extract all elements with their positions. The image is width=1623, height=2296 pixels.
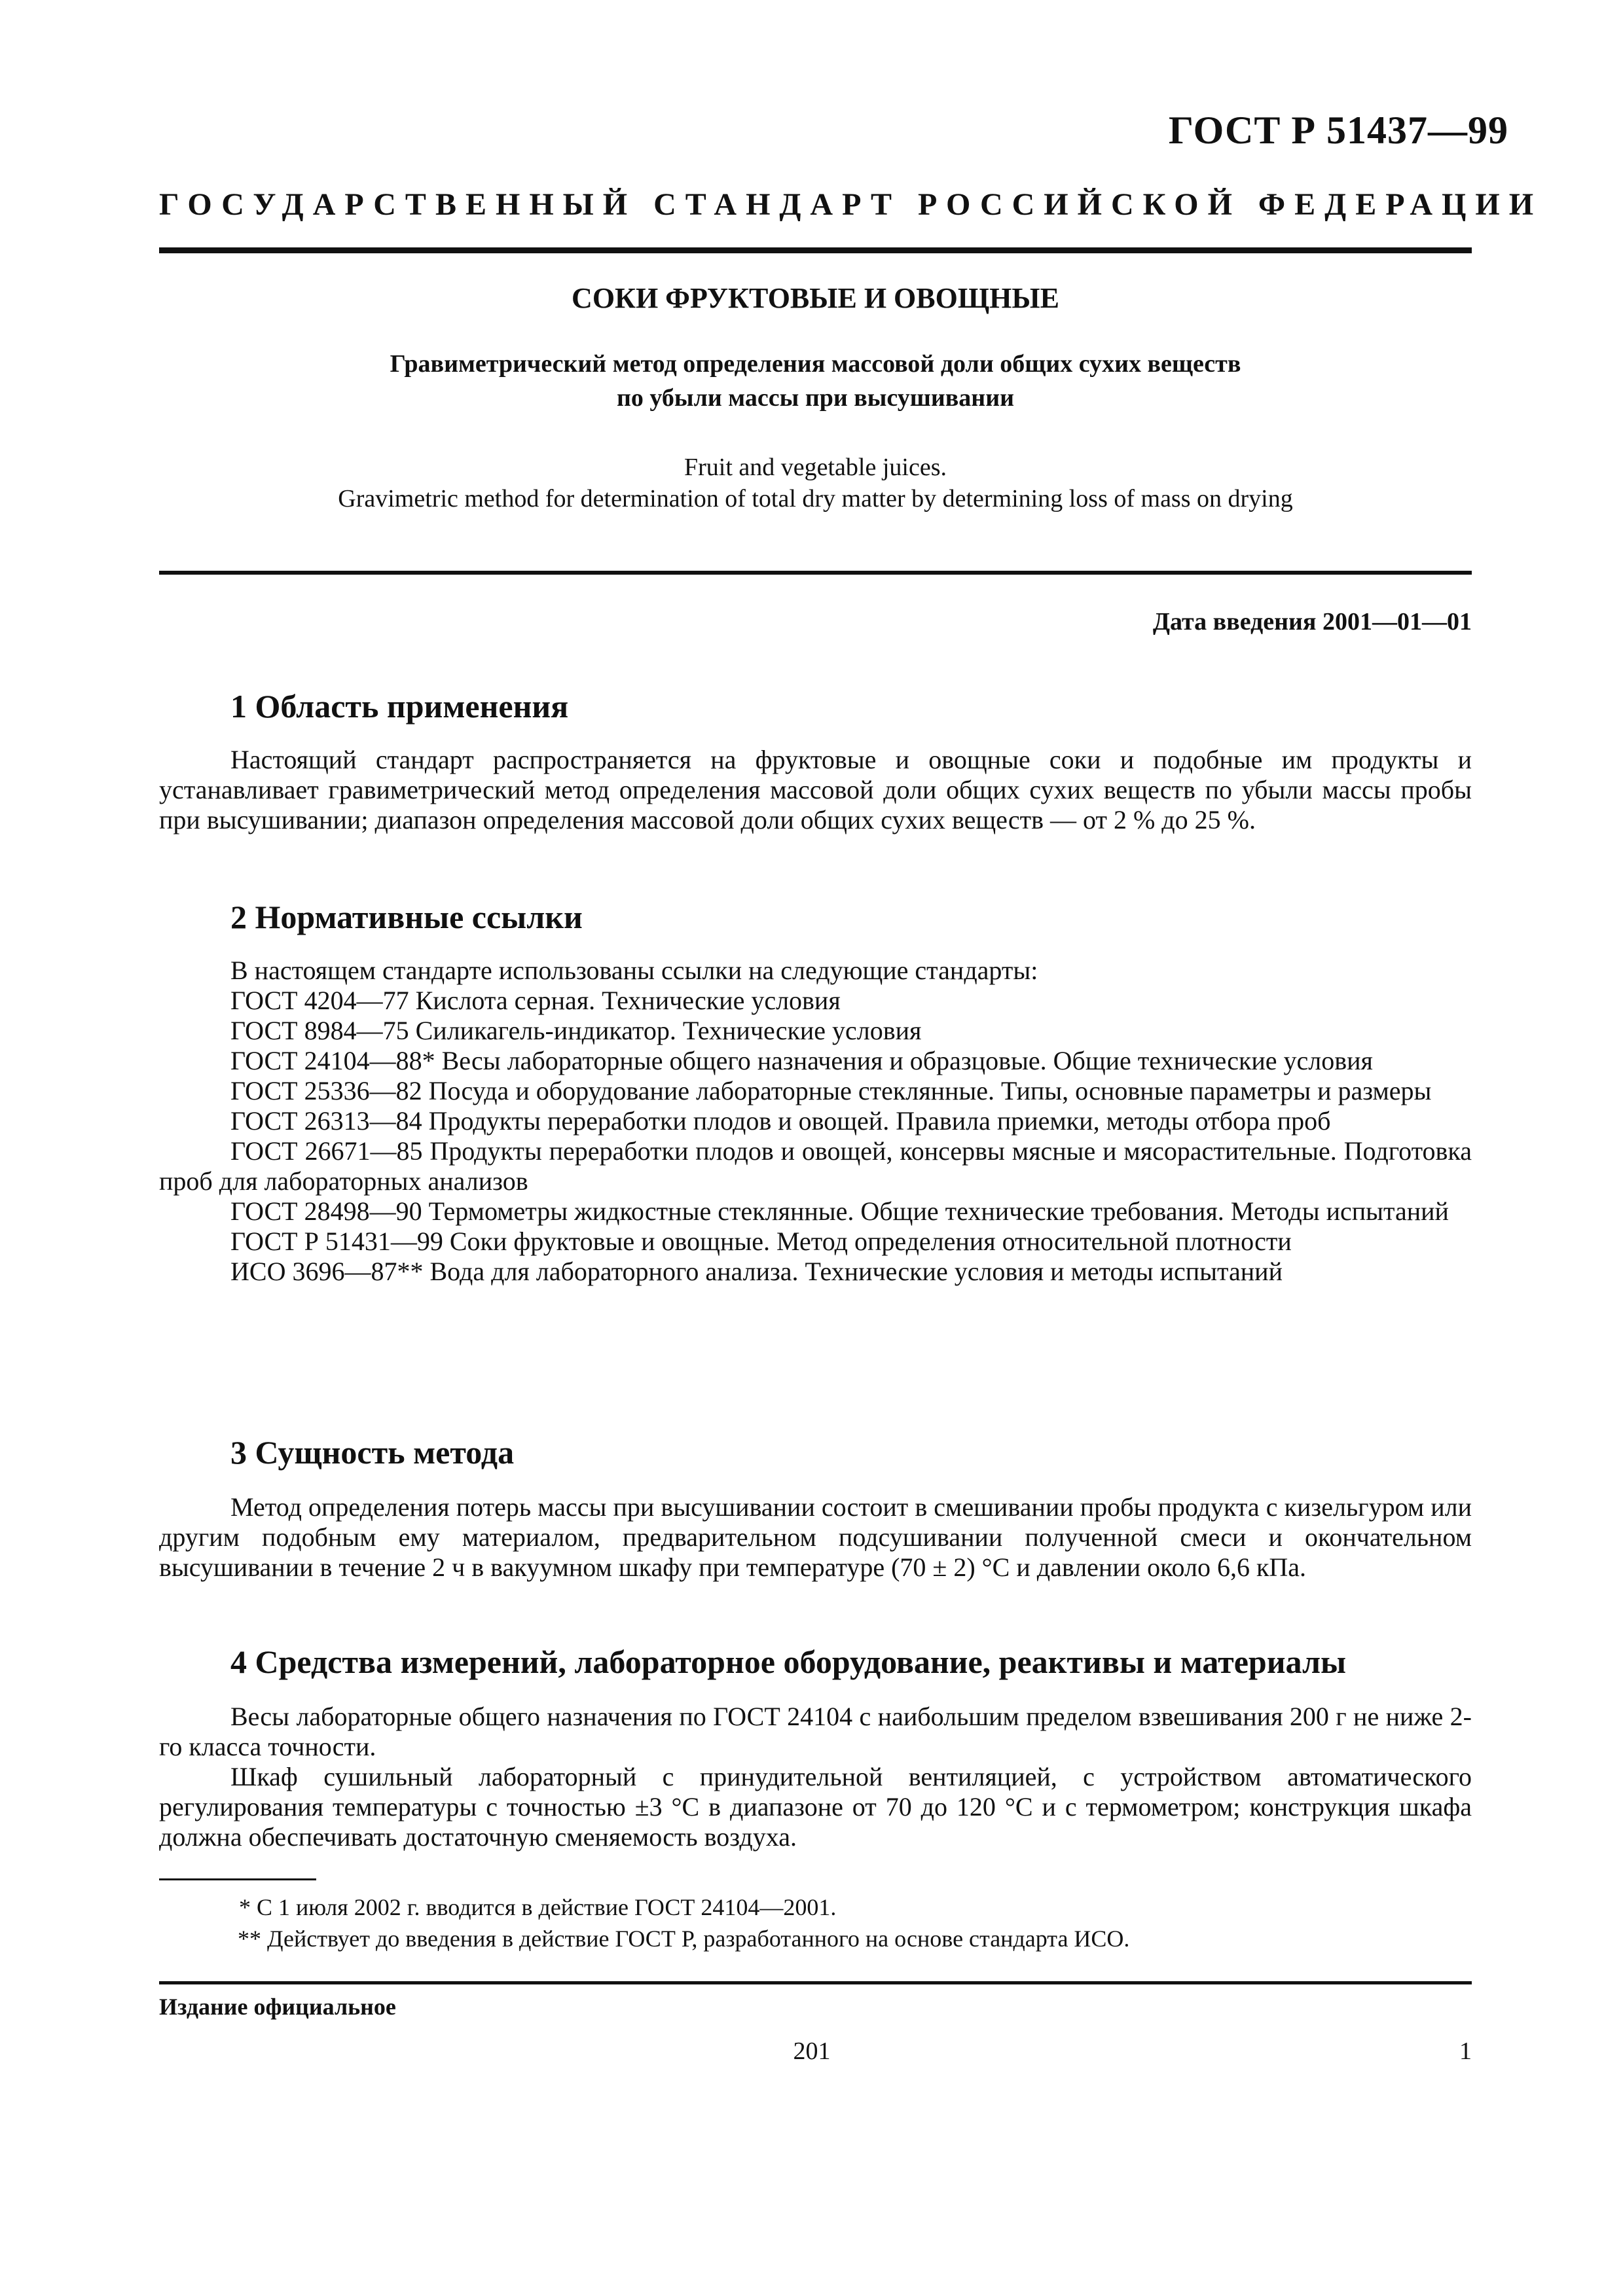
reference-item: ИСО 3696—87** Вода для лабораторного анализа. Технические условия и методы испытаний bbox=[230, 1257, 1283, 1286]
normative-references-list bbox=[159, 986, 1472, 1287]
reference-item: ГОСТ 26671—85 Продукты переработки плодов и овощей, консервы мясные и мясорастительные. Подготовка проб для лабораторных анализов bbox=[159, 1136, 1472, 1196]
section-1-text: Настоящий стандарт распространяется на фруктовые и овощные соки и подобные им продукты и устанавливает гравиметрический метод определения массовой доли общих сухих веществ по убыли массы пробы при высушивании; диапазон определения массовой доли общих сухих веществ — от 2 % до 25 %. bbox=[159, 745, 1472, 834]
reference-item: ГОСТ 8984—75 Силикагель-индикатор. Технические условия bbox=[230, 1016, 922, 1045]
section-3-text: Метод определения потерь массы при высушивании состоит в смешивании пробы продукта с кизельгуром или другим подобным ему материалом, предварительном подсушивании полученной смеси и окончательном высушивании в течение 2 ч в вакуумном шкафу при температуре (70 ± 2) °С и давлении около 6,6 кПа. bbox=[159, 1492, 1472, 1582]
reference-item: ГОСТ 4204—77 Кислота серная. Технические условия bbox=[230, 986, 841, 1015]
state-standard-banner: ГОСУДАРСТВЕННЫЙ СТАНДАРТ РОССИЙСКОЙ ФЕДЕРАЦИИ bbox=[159, 187, 1543, 222]
section-4-para-2: Шкаф сушильный лабораторный с принудительной вентиляцией, с устройством автоматического регулирования температуры с точностью ±3 °С в диапазоне от 70 до 120 °С и с термометром; конструкция шкафа должна обеспечивать достаточную сменяемость воздуха. bbox=[159, 1762, 1472, 1852]
footer-divider bbox=[159, 1981, 1472, 1984]
reference-item: ГОСТ 24104—88* Весы лабораторные общего назначения и образцовые. Общие технические условия bbox=[230, 1046, 1373, 1075]
english-title bbox=[159, 452, 1472, 514]
section-2-heading: 2 Нормативные ссылки bbox=[230, 899, 583, 935]
document-title: СОКИ ФРУКТОВЫЕ И ОВОЩНЫЕ bbox=[572, 282, 1059, 314]
subtitle-line-1: Гравиметрический метод определения массовой доли общих сухих веществ bbox=[390, 350, 1241, 378]
official-edition-label: Издание официальное bbox=[159, 1994, 396, 2020]
section-4-para-1: Весы лабораторные общего назначения по ГОСТ 24104 с наибольшим пределом взвешивания 200 г не ниже 2-го класса точности. bbox=[159, 1702, 1472, 1761]
header-divider bbox=[159, 247, 1472, 253]
subtitle-line-2: по убыли массы при высушивании bbox=[617, 384, 1014, 412]
document-subtitle bbox=[159, 347, 1472, 415]
footnote-2: ** Действует до введения в действие ГОСТ Р, разработанного на основе стандарта ИСО. bbox=[238, 1926, 1130, 1952]
document-number: ГОСТ Р 51437—99 bbox=[1168, 109, 1508, 152]
section-1-heading: 1 Область применения bbox=[230, 688, 569, 725]
section-3-heading: 3 Сущность метода bbox=[230, 1434, 515, 1471]
reference-item: ГОСТ 26313—84 Продукты переработки плодов и овощей. Правила приемки, методы отбора проб bbox=[230, 1106, 1331, 1136]
footnotes bbox=[159, 1892, 1472, 1954]
english-title-line-2: Gravimetric method for determination of total dry matter by determining loss of mass on drying bbox=[338, 485, 1293, 512]
introduction-date: Дата введения 2001—01—01 bbox=[1152, 608, 1472, 636]
title-divider bbox=[159, 571, 1472, 575]
english-title-line-1: Fruit and vegetable juices. bbox=[684, 454, 947, 481]
section-2-intro: В настоящем стандарте использованы ссылки на следующие стандарты: bbox=[230, 956, 1038, 985]
reference-item: ГОСТ 28498—90 Термометры жидкостные стеклянные. Общие технические требования. Методы испытаний bbox=[230, 1196, 1449, 1226]
page-number: 201 bbox=[793, 2037, 831, 2065]
footnote-1: * С 1 июля 2002 г. вводится в действие ГОСТ 24104—2001. bbox=[239, 1894, 837, 1920]
reference-item: ГОСТ Р 51431—99 Соки фруктовые и овощные. Метод определения относительной плотности bbox=[230, 1227, 1292, 1256]
section-4-heading: 4 Средства измерений, лабораторное оборудование, реактивы и материалы bbox=[230, 1643, 1347, 1680]
sheet-number: 1 bbox=[1459, 2037, 1472, 2065]
reference-item: ГОСТ 25336—82 Посуда и оборудование лабораторные стеклянные. Типы, основные параметры и размеры bbox=[230, 1076, 1432, 1105]
footnote-separator bbox=[159, 1878, 316, 1880]
